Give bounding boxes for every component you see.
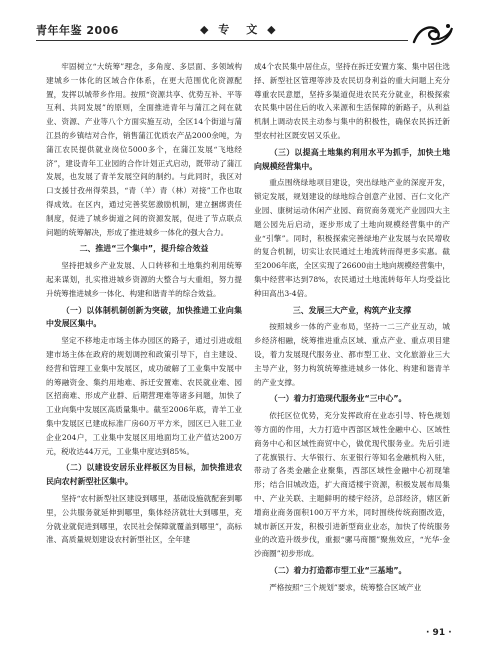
section-heading: 二、推进“三个集中”，提升综合效益: [79, 244, 209, 254]
subsection-heading: （一）以体制机制创新为突破，加快推进工业向集中发展区集中。: [46, 305, 242, 329]
yearbook-title: 青年年鉴 2006: [36, 24, 119, 37]
right-column: [254, 60, 450, 594]
paragraph-continued: 成4个农民集中居住点，坚持在拆迁安置方案、集中居住选择、新型社区管理等涉及农民切身利益的重大问题上充分尊重农民意愿，坚持多渠道促进农民充分就业，积极探索农民集中居住后的收入来源和生活保障的新路子，从利益机制上调动农民主动参与集中的积极性，确保农民拆迁新型农村社区既安居又乐业。: [254, 62, 450, 140]
paragraph: 严格按照“三个规划”要求，统筹整合区域产业: [269, 582, 422, 592]
subsection-heading: （一）着力打造现代服务业“三中心”。: [269, 394, 407, 404]
subsection-heading: （三）以提高土地集约利用水平为抓手，加快土地向规模经营集中。: [254, 147, 450, 171]
header-rule: [36, 40, 408, 41]
section-heading: 三、发展三大产业，构筑产业支撑: [292, 305, 412, 315]
paragraph: 坚定不移地走市场主体办园区的路子，通过引进或组建市场主体在政府的规划调控和政策引导下，自主建设、经营和管理工业集中发展区，成功破解了工业集中发展中的筹融资金、集约用地难、拆迁安置难、农民就业难、园区招商难、形成产业群、后期营理难等诸多问题，加快了工业向集中发展区高质量集中。截至2006年底，青羊工业集中发展区已建成标准厂房60万平方米，园区已入驻工业企业204户，工业集中发展区用地面均工业产值达200万元，税收达44万元，工业集中度达到85%。: [46, 336, 242, 456]
subsection-heading: （二）着力打造都市型工业“三基地”。: [269, 565, 407, 575]
subsection-heading: （二）以建设安居乐业样板区为目标，加快推进农民向农村新型社区集中。: [46, 463, 242, 487]
paragraph: 重点围绕绿地项目建设，突出绿地产业的深度开发，锁定发展，规划建设的绿地综合创意产业园、百仁文化产业园、康树运动休闲产业园、商贸商务观光产业园四大主题公园先后启动，逐步形成了土地向规模经营集中的产业“引擎”。同时，积极探索完善绿地产业发展与农民增收的复合机制，切实让农民通过土地流转而得更多实惠。截至2006年底，全区实现了26600亩土地向规模经营集中，集中经营率达到78%，农民通过土地流转每年人均受益比种田高出3-4倍。: [254, 178, 450, 298]
paragraph: 依托区位优势，充分发挥政府在业态引导、特色规划等方面的作用，大力打造中西部区域性金融中心、区域性商务中心和区域性商贸中心，做优现代服务业。先后引进了花旗银行、大华银行、东亚银行等知名金融机构入驻，带动了各类金融企业聚集，西部区域性金融中心初现雏形；结合旧城改造，扩大商适楼宇资源，积极发展布局集中、产业关联、主题鲜明的楼宇经济，总部经济，辖区新增商业商务面积100万平方米，同时围绕传统商圈改造，城市新区开发，积极引进新型商业业态，加快了传统服务业的改造升级步伐，重振“骡马商圈”聚焦效应，“光华·金沙商圈”初步形成。: [254, 411, 450, 559]
paragraph: 坚持“农村新型社区建设到哪里，基础设施就配套到哪里，公共服务就延伸到哪里，集体经济就壮大到哪里，充分就业就促进到哪里，农民社会保障就覆盖到哪里”，高标准、高质量规划建设农村新型社区，全年建: [46, 493, 242, 545]
left-column: [46, 60, 242, 547]
paragraph: 坚持把城乡产业发展、人口转移和土地集约利用统筹起来谋划，扎实推进城乡资源的大整合与大重组，努力提升统筹推进城乡一体化、构建和谐青羊的综合效益。: [46, 261, 242, 298]
page-header: [0, 0, 480, 50]
paragraph: 牢固树立“大统筹”理念，多角度、多层面、多领域构建城乡一体化的区域合作体系，在更大范围优化资源配置，发挥以城带乡作用。按照“资源共享、优势互补、平等互利、共同发展”的原则，全面推进青年与蒲江之间在就业、资源、产业等八个方面实施互动，全区14个街道与蒲江县的乡镇结对合作，销售蒲江优质农产品2000余吨，为蒲江农民提供就业岗位5000多个，在蒲江发展“飞地经济”，建设青年工业园的合作计划正式启动，既带动了蒲江发展，也发展了青羊发展空间的制约。与此同时，我区对口支援甘孜州得荣县，“青（羊）青（林）对接”工作也取得成效。在区内，通过完善奖惩激励机制，建立捆绑责任制度，促进了城乡街道之间的资源发展，促进了节点联点问题的统筹解决，形成了推进城乡一体化的强大合力。: [46, 62, 242, 237]
page-number: · 91 ·: [426, 628, 452, 638]
swirl-ornament-icon: [412, 22, 454, 46]
section-label: ◆ 专 文 ◆: [200, 23, 279, 36]
paragraph: 按照城乡一体的产业布局，坚持一二三产业互动，城乡经济相融，统筹推进重点区域、重点产业、重点项目建设，着力发展现代服务业、都市型工业、文化旅游业三大主导产业，努力构筑统筹推进城乡一体化、构建和谐青羊的产业支撑。: [254, 322, 450, 387]
